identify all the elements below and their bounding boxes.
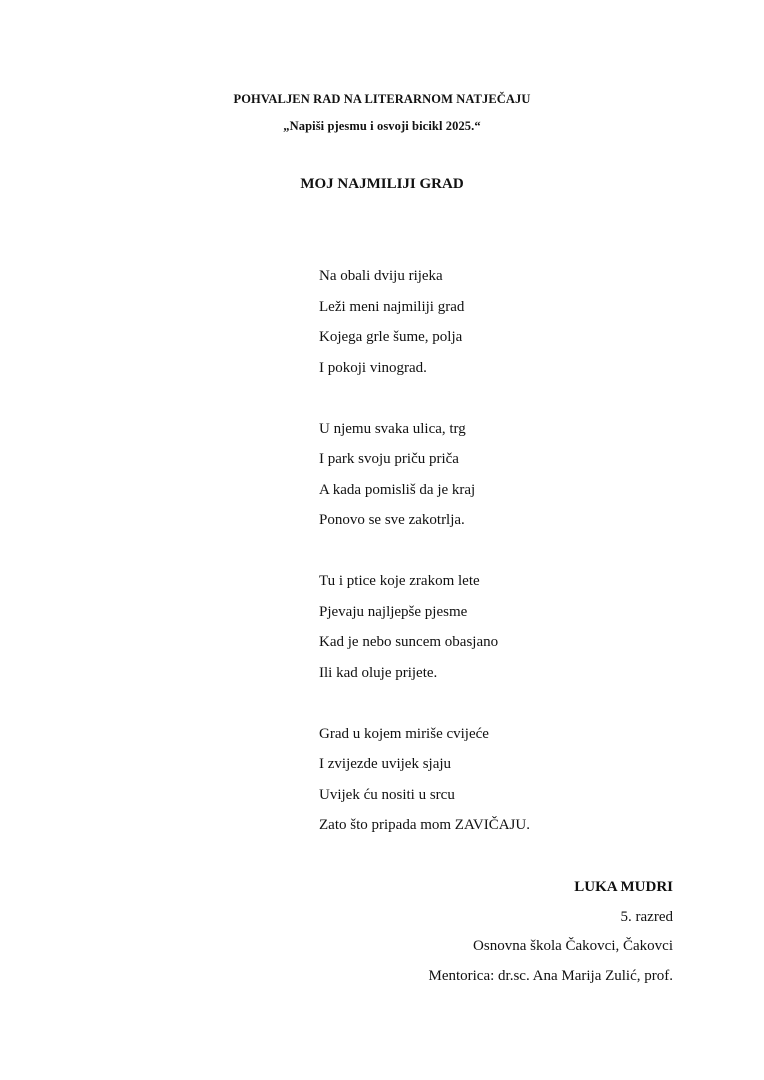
author-mentor: Mentorica: dr.sc. Ana Marija Zulić, prof. xyxy=(428,967,673,984)
poem-title: MOJ NAJMILIJI GRAD xyxy=(300,176,464,192)
poem-line: I pokoji vinograd. xyxy=(319,359,427,376)
poem-line: I zvijezde uvijek sjaju xyxy=(319,756,452,772)
contest-name: „Napiši pjesmu i osvoji bicikl 2025.“ xyxy=(283,119,481,133)
poem-line: Kad je nebo suncem obasjano xyxy=(319,634,499,650)
poem-line: Tu i ptice koje zrakom lete xyxy=(319,573,480,589)
poem-line: Uvijek ću nositi u srcu xyxy=(319,786,455,803)
poem-line: A kada pomisliš da je kraj xyxy=(319,481,476,498)
author-grade: 5. razred xyxy=(620,908,673,925)
award-heading: POHVALJEN RAD NA LITERARNOM NATJEČAJU xyxy=(233,92,531,106)
stanza xyxy=(319,571,679,693)
poem-line: I park svoju priču priča xyxy=(319,451,459,467)
poem-body xyxy=(319,266,679,876)
poem-line: U njemu svaka ulica, trg xyxy=(319,420,466,437)
poem-line: Na obali dviju rijeka xyxy=(319,268,443,284)
poem-line: Zato što pripada mom ZAVIČAJU. xyxy=(319,817,530,833)
poem-line: Pjevaju najljepše pjesme xyxy=(319,603,468,620)
author-school: Osnovna škola Čakovci, Čakovci xyxy=(473,938,673,954)
author-signature-block xyxy=(428,876,673,994)
stanza xyxy=(319,724,679,846)
stanza xyxy=(319,419,679,541)
stanza xyxy=(319,266,679,388)
poem-line: Ili kad oluje prijete. xyxy=(319,664,438,681)
poem-line: Leži meni najmiliji grad xyxy=(319,298,465,315)
author-name: LUKA MUDRI xyxy=(574,879,673,895)
poem-line: Kojega grle šume, polja xyxy=(319,329,463,345)
poem-line: Grad u kojem miriše cvijeće xyxy=(319,725,489,742)
poem-line: Ponovo se sve zakotrlja. xyxy=(319,512,465,528)
